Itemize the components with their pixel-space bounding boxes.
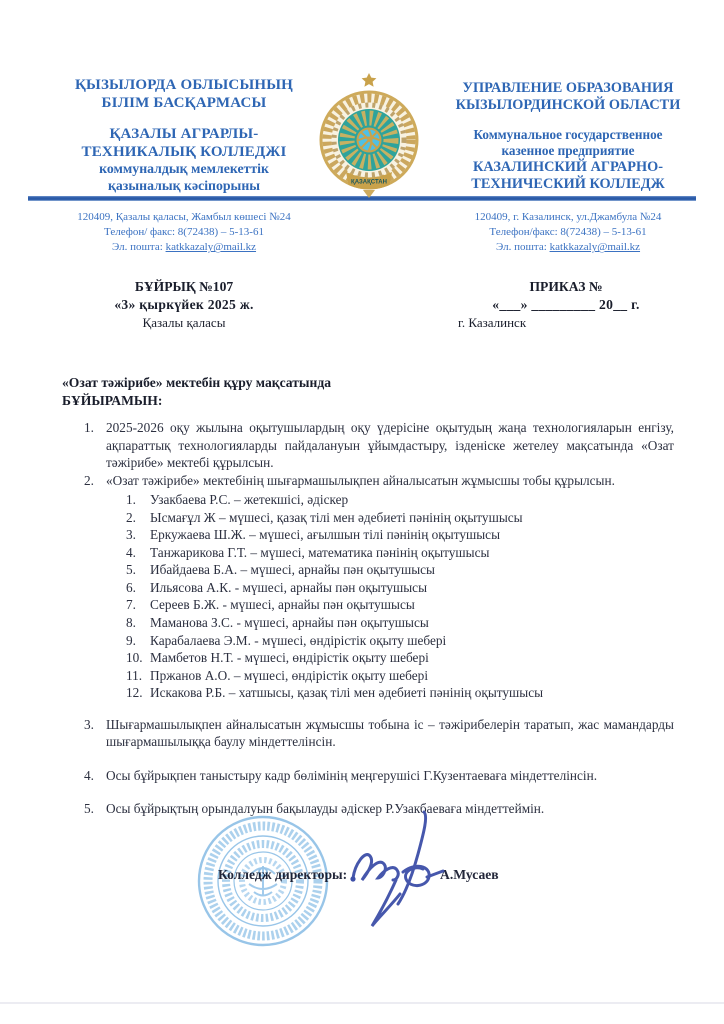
member-text: Ильясова А.К. - мүшесі, арнайы пән оқытушысы [150, 579, 428, 595]
item-number: 5. [84, 801, 94, 817]
member-text: Еркужаева Ш.Ж. – мүшесі, ағылшын тілі пәнінің оқытушысы [150, 527, 500, 543]
member-row [126, 544, 674, 562]
contact-block-russian [436, 210, 700, 256]
member-row [126, 579, 674, 597]
item-number: 1. [84, 420, 94, 435]
kazakhstan-emblem-graphic [316, 70, 422, 200]
member-row [126, 667, 674, 685]
member-text: Ибайдаева Б.А. – мүшесі, арнайы пән оқытушысы [150, 562, 435, 578]
stamp-graphic [196, 814, 330, 948]
email-label: Эл. пошта: [495, 241, 550, 254]
scan-edge-artifact [0, 1002, 724, 1004]
member-text: Мамбетов Н.Т. - мүшесі, өндірістік оқыту шебері [150, 650, 429, 666]
order-date: «___» _________ 20__ г. [492, 296, 640, 312]
address-line: 120409, Қазалы қаласы, Жамбыл көшесі №24 [77, 211, 291, 223]
member-row [126, 649, 674, 667]
phone-line: Телефон/факс: 8(72438) – 5-13-61 [489, 226, 647, 239]
member-row [126, 632, 674, 650]
subject-command: БҰЙЫРАМЫН: [62, 393, 163, 409]
member-text: Карабалаева Э.М. - мүшесі, өндірістік оқыту шебері [150, 632, 447, 648]
order-number: ПРИКАЗ № [529, 279, 603, 294]
item-text: Осы бұйрықпен таныстыру кадр бөлімінің меңгерушісі Г.Кузентаеваға міндеттелінсін. [106, 767, 598, 783]
member-number: 9. [126, 632, 136, 648]
college-seal-stamp [196, 814, 330, 948]
address-line: 120409, г. Казалинск, ул.Джамбула №24 [474, 211, 662, 223]
org-name-line: КЫЗЫЛОРДИНСКОЙ ОБЛАСТИ [455, 97, 681, 114]
email-line [436, 240, 700, 255]
contact-block-kazakh [58, 210, 310, 256]
member-number: 2. [126, 509, 136, 525]
member-number: 12. [126, 685, 143, 701]
order-block-russian [446, 278, 686, 332]
director-signature [348, 806, 446, 942]
member-number: 7. [126, 597, 136, 613]
org-name-line: ҚЫЗЫЛОРДА ОБЛЫСЫНЫҢ [74, 77, 294, 93]
order-subject [62, 374, 662, 411]
item-text: Шығармашылықпен айналысатын жұмысшы тобына іс – тәжірибелерін таратып, жас мамандарды шығармашылыққа баулу міндеттелінсін. [106, 716, 674, 750]
member-text: Сереев Б.Ж. - мүшесі, арнайы пән оқытушысы [150, 597, 415, 613]
letterhead-kazakh [58, 76, 310, 194]
kazakhstan-emblem [316, 70, 422, 200]
item-number: 3. [84, 716, 94, 732]
org-type-line: казенное предприятие [501, 143, 635, 159]
phone-line: Телефон/ факс: 8(72438) – 5-13-61 [104, 226, 264, 239]
member-row [126, 614, 674, 632]
email-address: katkkazaly@mail.kz [549, 241, 641, 254]
email-address: katkkazaly@mail.kz [165, 241, 257, 254]
org-name-line: БІЛІМ БАСҚАРМАСЫ [101, 95, 267, 111]
member-number: 5. [126, 562, 136, 578]
order-item [62, 716, 674, 751]
college-name-line: КАЗАЛИНСКИЙ АГРАРНО- [473, 159, 663, 175]
order-item [62, 767, 674, 785]
order-date: «3» қыркүйек 2025 ж. [114, 296, 254, 312]
item-number: 2. [84, 472, 94, 488]
member-number: 4. [126, 544, 136, 560]
member-text: Ысмағұл Ж – мүшесі, қазақ тілі мен әдебиеті пәнінің оқытушысы [150, 509, 523, 525]
org-type-line: коммуналдық мемлекеттік [99, 161, 269, 176]
email-label: Эл. пошта: [111, 241, 166, 254]
director-name: А.Мусаев [440, 867, 499, 882]
member-number: 8. [126, 615, 136, 631]
member-row [126, 561, 674, 579]
org-type-line: Коммунальное государственное [473, 127, 663, 143]
order-item [62, 419, 674, 472]
item-number: 4. [84, 767, 94, 783]
subject-purpose: «Озат тәжірибе» мектебін құру мақсатында [62, 375, 332, 390]
member-row [126, 596, 674, 614]
order-block-kazakh [66, 278, 302, 332]
college-name-line: ҚАЗАЛЫ АГРАРЛЫ- [109, 126, 259, 142]
member-row [126, 509, 674, 527]
signature-title: Колледж директоры: [218, 867, 348, 882]
member-row [126, 491, 674, 509]
working-group-list [126, 491, 674, 702]
member-number: 6. [126, 579, 136, 595]
member-row [126, 526, 674, 544]
member-number: 1. [126, 492, 136, 508]
member-text: Пржанов А.О. – мүшесі, өндірістік оқыту шебері [150, 667, 429, 683]
order-number: БҰЙРЫҚ №107 [134, 279, 234, 294]
member-row [126, 684, 674, 702]
member-number: 11. [126, 667, 143, 683]
item-text: «Озат тәжірибе» мектебінің шығармашылықпен айналысатын жұмысшы тобы құрылсын. [106, 472, 615, 488]
member-text: Искакова Р.Б. – хатшысы, қазақ тілі мен әдебиеті пәнінің оқытушысы [150, 685, 544, 701]
member-text: Узакбаева Р.С. – жетекшісі, әдіскер [150, 492, 349, 508]
college-name-line: ТЕХНИКАЛЫҚ КОЛЛЕДЖІ [81, 144, 287, 160]
member-number: 10. [126, 650, 143, 666]
emblem-banner-text: ҚАЗАҚСТАН [351, 179, 387, 186]
letterhead-russian [436, 80, 700, 193]
org-name-line: УПРАВЛЕНИЕ ОБРАЗОВАНИЯ [462, 80, 674, 96]
order-city: г. Казалинск [458, 315, 527, 331]
member-text: Маманова З.С. - мүшесі, арнайы пән оқытушысы [150, 615, 429, 631]
order-city: Қазалы қаласы [142, 315, 226, 331]
member-text: Танжарикова Г.Т. – мүшесі, математика пәнінің оқытушысы [150, 544, 490, 560]
email-line [58, 240, 310, 255]
item-text: Осы бұйрықтың орындалуын бақылауды әдіскер Р.Узакбаеваға міндеттеймін. [106, 801, 545, 817]
order-item [62, 472, 674, 490]
member-number: 3. [126, 527, 136, 543]
order-body [62, 419, 674, 818]
item-text: 2025-2026 оқу жылына оқытушылардың оқу үдерісіне оқытудың жаңа технологияларын енгізу, ақпараттық технологияларды пайдалануын ұйымдастыру, ізденіске жетелеу мақсатында «Озат тәжірибе» мектебі құрылсын. [106, 420, 674, 471]
signature-graphic [348, 806, 446, 942]
org-type-line: қазыналық кәсіпорыны [107, 177, 261, 193]
college-name-line: ТЕХНИЧЕСКИЙ КОЛЛЕДЖ [471, 176, 665, 193]
